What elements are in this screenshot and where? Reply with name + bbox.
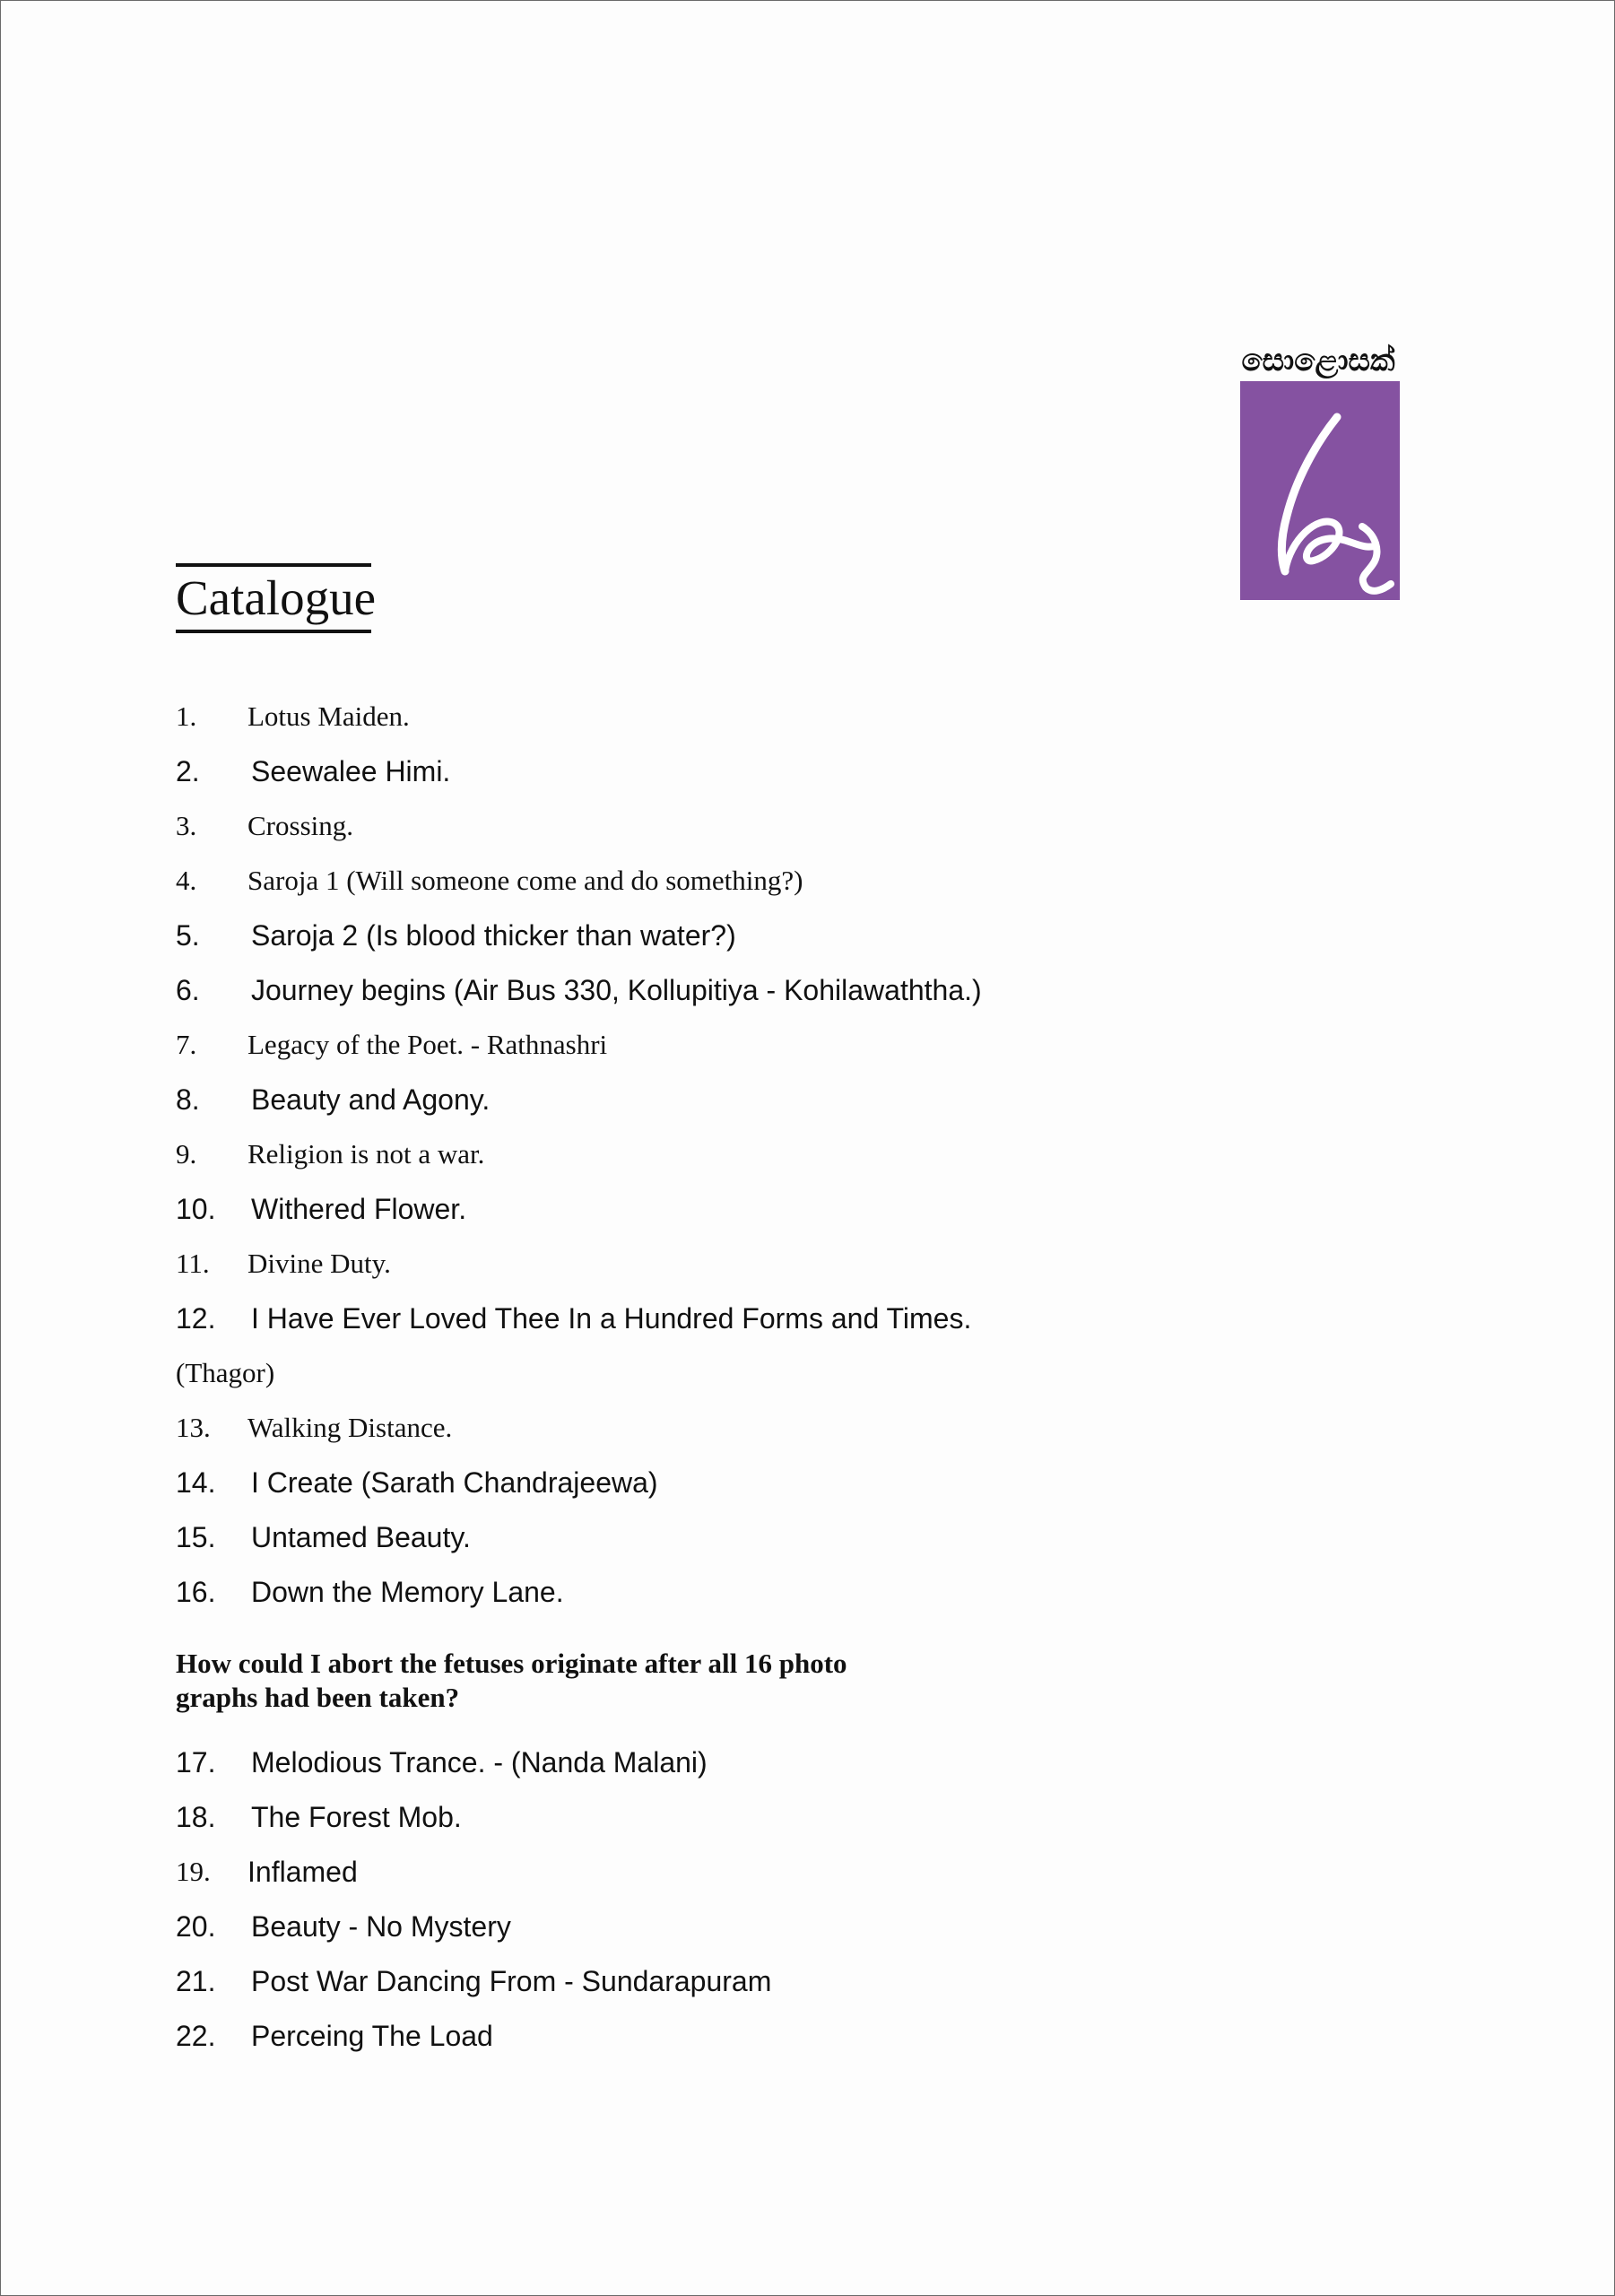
item-title: I Create (Sarath Chandrajeewa) — [251, 1466, 658, 1499]
item-number: 12. — [176, 1302, 216, 1335]
item-number: 18. — [176, 1801, 216, 1833]
item-title: Untamed Beauty. — [251, 1521, 471, 1553]
item-title: Legacy of the Poet. - Rathnashri — [247, 1029, 608, 1060]
item-number: 8. — [176, 1083, 200, 1116]
item-number: 3. — [176, 810, 197, 841]
question-line: graphs had been taken? — [176, 1682, 460, 1713]
item-number: 10. — [176, 1193, 216, 1225]
item-title: Religion is not a war. — [247, 1138, 485, 1170]
item-title: Withered Flower. — [251, 1193, 467, 1225]
item-title: I Have Ever Loved Thee In a Hundred Forms and Times. — [251, 1302, 972, 1335]
item-number: 2. — [176, 755, 200, 787]
item-number: 11. — [176, 1248, 210, 1279]
item-number: 19. — [176, 1856, 211, 1887]
item-title: Divine Duty. — [247, 1248, 391, 1279]
item-number: 6. — [176, 974, 200, 1006]
exhibition-logo — [1237, 340, 1400, 381]
item-title: Lotus Maiden. — [247, 700, 410, 732]
item-number: 20. — [176, 1910, 216, 1943]
item-number: 7. — [176, 1029, 197, 1060]
item-title: Saroja 2 (Is blood thicker than water?) — [251, 919, 736, 952]
item-number: 1. — [176, 700, 197, 732]
item-number: 17. — [176, 1746, 216, 1779]
logo-emblem — [1240, 381, 1400, 600]
item-number: 9. — [176, 1138, 197, 1170]
item-title: Beauty and Agony. — [251, 1083, 491, 1116]
item-number: 5. — [176, 919, 200, 952]
item-title: Melodious Trance. - (Nanda Malani) — [251, 1746, 708, 1779]
item-title: Journey begins (Air Bus 330, Kollupitiya - Kohilawaththa.) — [251, 974, 982, 1006]
item-number: 4. — [176, 865, 197, 896]
item-title: Inflamed — [247, 1856, 358, 1888]
item-title: Seewalee Himi. — [251, 755, 451, 787]
logo-sinhala-text: සොළොසක් — [1241, 343, 1395, 378]
question-line: How could I abort the fetuses originate after all 16 photo — [176, 1648, 847, 1679]
item-title: Crossing. — [247, 810, 353, 841]
item-number: 21. — [176, 1965, 216, 1997]
item-title: Perceing The Load — [251, 2020, 493, 2052]
item-title: Beauty - No Mystery — [251, 1910, 511, 1943]
item-number: 14. — [176, 1466, 216, 1499]
item-number: 13. — [176, 1412, 211, 1443]
catalogue-heading-block — [176, 563, 376, 633]
item-title: Down the Memory Lane. — [251, 1576, 564, 1608]
item-title: Post War Dancing From - Sundarapuram — [251, 1965, 772, 1997]
item-number: 15. — [176, 1521, 216, 1553]
item-number: 16. — [176, 1576, 216, 1608]
page-title: Catalogue — [176, 570, 376, 625]
item-number: 22. — [176, 2020, 216, 2052]
item-continuation: (Thagor) — [176, 1357, 275, 1388]
item-title: Walking Distance. — [247, 1412, 453, 1443]
item-title: Saroja 1 (Will someone come and do something?) — [247, 865, 803, 896]
question-paragraph — [176, 1647, 965, 1715]
item-title: The Forest Mob. — [251, 1801, 462, 1833]
heading-bottom-rule — [176, 630, 371, 633]
